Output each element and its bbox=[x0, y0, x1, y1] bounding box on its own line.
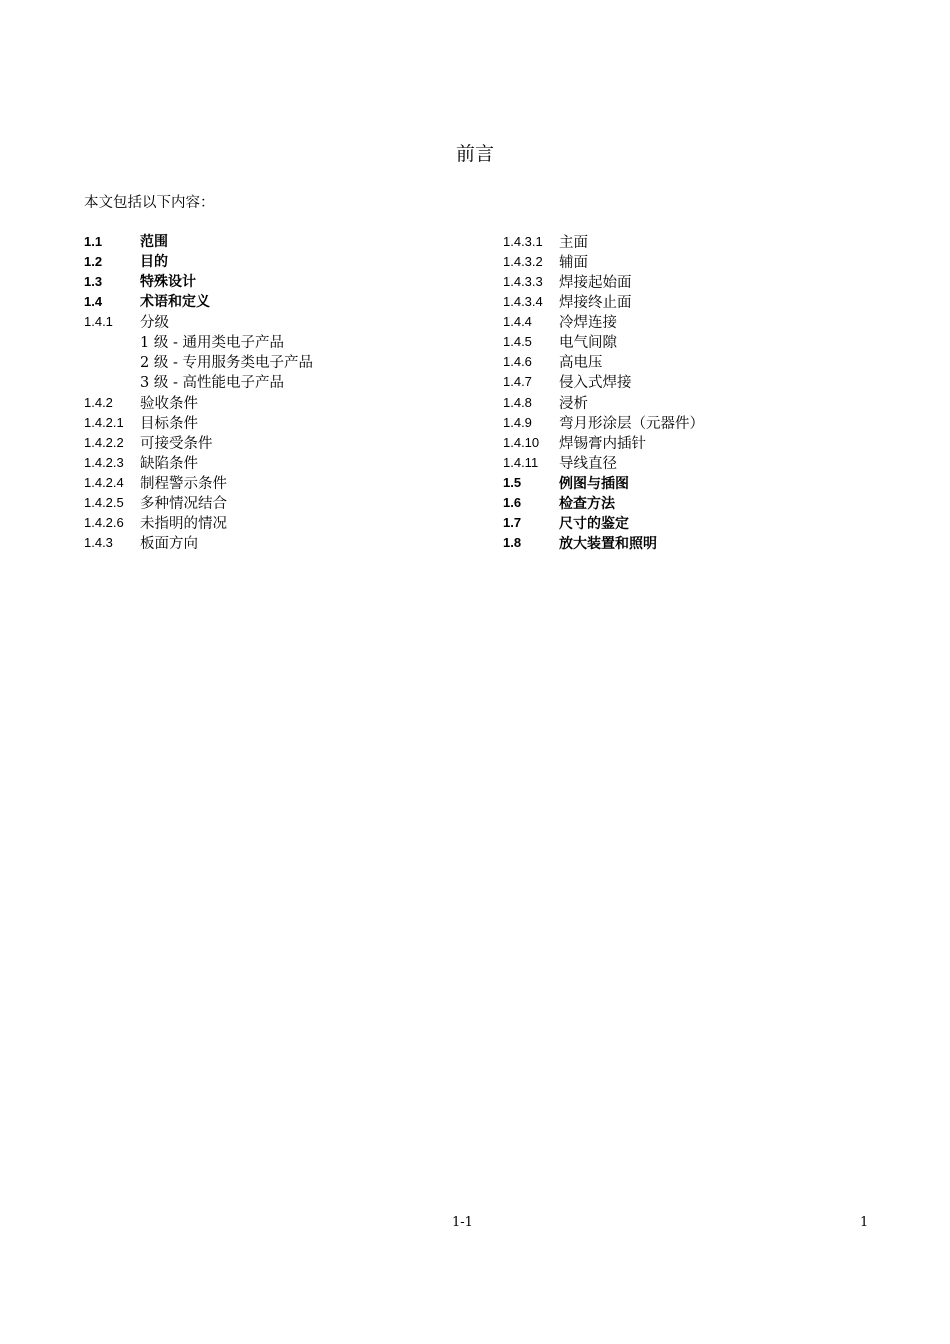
toc-entry-label: 例图与插图 bbox=[559, 475, 629, 492]
toc-entry bbox=[84, 231, 484, 251]
toc-entry-label: 尺寸的鉴定 bbox=[559, 515, 629, 532]
toc-entry-label: 弯月形涂层（元器件） bbox=[559, 415, 704, 432]
toc-entry-number: 1.3 bbox=[84, 273, 103, 289]
toc-entry-number: 1.4.2.5 bbox=[84, 495, 124, 511]
toc-entry-label: 分级 bbox=[140, 315, 169, 332]
toc-entry bbox=[84, 251, 484, 271]
toc-entry-label: 目的 bbox=[140, 254, 168, 271]
toc-entry bbox=[84, 513, 484, 533]
toc-entry bbox=[503, 533, 923, 553]
toc-entry-label: 侵入式焊接 bbox=[559, 375, 632, 392]
toc-entry bbox=[84, 452, 484, 472]
toc-right-column bbox=[503, 231, 923, 553]
toc-entry-number: 1.4.11 bbox=[503, 454, 539, 470]
toc-entry-number: 1.8 bbox=[503, 535, 522, 551]
toc-entry bbox=[84, 271, 484, 291]
toc-entry bbox=[84, 352, 484, 372]
toc-left-column bbox=[84, 231, 484, 553]
toc-entry bbox=[84, 312, 484, 332]
toc-entry bbox=[503, 432, 923, 452]
toc-entry-label: 多种情况结合 bbox=[140, 496, 227, 513]
toc-entry-label: 浸析 bbox=[559, 395, 588, 412]
toc-entry bbox=[503, 332, 923, 352]
toc-entry-label: 可接受条件 bbox=[140, 435, 213, 452]
toc-entry-number: 1.4.6 bbox=[503, 354, 532, 370]
toc-entry-number: 1.4.8 bbox=[503, 394, 532, 410]
toc-entry-number: 1.4.1 bbox=[84, 314, 113, 330]
toc-entry-number: 1.4.3.2 bbox=[503, 253, 543, 269]
toc-entry-label: 板面方向 bbox=[140, 536, 198, 553]
toc-entry-number: 1.1 bbox=[84, 233, 103, 249]
toc-entry-label: 主面 bbox=[559, 234, 588, 251]
footer-section-page: 1-1 bbox=[452, 1215, 473, 1230]
toc-entry-label: 特殊设计 bbox=[140, 274, 196, 291]
toc-entry-label: 验收条件 bbox=[140, 395, 198, 412]
toc-entry bbox=[84, 533, 484, 553]
toc-entry bbox=[503, 513, 923, 533]
toc-entry bbox=[84, 332, 484, 352]
toc-entry bbox=[503, 352, 923, 372]
toc-entry-label: 冷焊连接 bbox=[559, 315, 617, 332]
toc-entry-number: 1.4 bbox=[84, 293, 103, 309]
toc-entry bbox=[84, 372, 484, 392]
toc-entry-label: 3 级 - 高性能电子产品 bbox=[140, 375, 284, 392]
toc-entry bbox=[503, 473, 923, 493]
toc-entry-label: 检查方法 bbox=[559, 495, 615, 512]
toc-entry-label: 高电压 bbox=[559, 355, 603, 372]
toc-entry bbox=[503, 372, 923, 392]
toc-entry-number: 1.4.3.3 bbox=[503, 273, 543, 289]
toc-entry-number: 1.4.4 bbox=[503, 314, 532, 330]
toc-entry-label: 未指明的情况 bbox=[140, 516, 227, 533]
toc-entry bbox=[84, 432, 484, 452]
toc-entry-label: 目标条件 bbox=[140, 415, 198, 432]
toc-entry-number: 1.4.2.2 bbox=[84, 434, 124, 450]
toc-entry bbox=[503, 291, 923, 311]
toc-entry-number: 1.4.2.3 bbox=[84, 454, 124, 470]
toc-entry-label: 缺陷条件 bbox=[140, 455, 198, 472]
toc-entry-number: 1.4.10 bbox=[503, 434, 540, 450]
toc-entry bbox=[84, 473, 484, 493]
toc-entry-number: 1.7 bbox=[503, 515, 522, 531]
toc-entry-label: 电气间隙 bbox=[559, 335, 617, 352]
intro-text: 本文包括以下内容： bbox=[84, 195, 215, 211]
page-title: 前言 bbox=[455, 143, 494, 165]
toc-entry-label: 制程警示条件 bbox=[140, 476, 227, 493]
toc-entry-label: 术语和定义 bbox=[140, 294, 210, 311]
toc-entry-number: 1.6 bbox=[503, 495, 522, 511]
toc-entry bbox=[503, 493, 923, 513]
toc-entry-number: 1.2 bbox=[84, 253, 103, 269]
toc-entry-number: 1.4.3 bbox=[84, 535, 113, 551]
toc-entry bbox=[84, 291, 484, 311]
toc-entry bbox=[503, 231, 923, 251]
toc-entry bbox=[84, 392, 484, 412]
toc-entry bbox=[84, 493, 484, 513]
toc-entry-number: 1.4.7 bbox=[503, 374, 532, 390]
toc-entry-number: 1.4.3.4 bbox=[503, 293, 543, 309]
toc-entry bbox=[503, 412, 923, 432]
toc-entry-number: 1.4.3.1 bbox=[503, 233, 543, 249]
toc-entry bbox=[503, 251, 923, 271]
toc-entry bbox=[503, 312, 923, 332]
toc-entry-number: 1.4.2 bbox=[84, 394, 113, 410]
toc-entry-number: 1.5 bbox=[503, 475, 522, 491]
toc-entry-label: 范围 bbox=[140, 234, 168, 251]
toc-entry-label: 焊接起始面 bbox=[559, 274, 632, 291]
toc-entry-number: 1.4.5 bbox=[503, 334, 532, 350]
toc-entry-label: 焊锡膏内插针 bbox=[559, 435, 646, 452]
toc-entry-label: 2 级 - 专用服务类电子产品 bbox=[140, 355, 313, 372]
toc-entry-label: 导线直径 bbox=[559, 455, 617, 472]
toc-entry-label: 1 级 - 通用类电子产品 bbox=[140, 335, 284, 352]
toc-entry-label: 焊接终止面 bbox=[559, 294, 632, 311]
toc-entry-number: 1.4.2.1 bbox=[84, 414, 124, 430]
toc-entry-label: 放大装置和照明 bbox=[559, 535, 657, 552]
toc-entry-number: 1.4.2.4 bbox=[84, 475, 124, 491]
toc-entry bbox=[503, 392, 923, 412]
toc-entry bbox=[84, 412, 484, 432]
footer-page-number: 1 bbox=[860, 1215, 869, 1230]
toc-entry-label: 辅面 bbox=[559, 254, 588, 271]
toc-entry bbox=[503, 452, 923, 472]
toc-entry bbox=[503, 271, 923, 291]
toc-entry-number: 1.4.2.6 bbox=[84, 515, 124, 531]
toc-entry-number: 1.4.9 bbox=[503, 414, 532, 430]
